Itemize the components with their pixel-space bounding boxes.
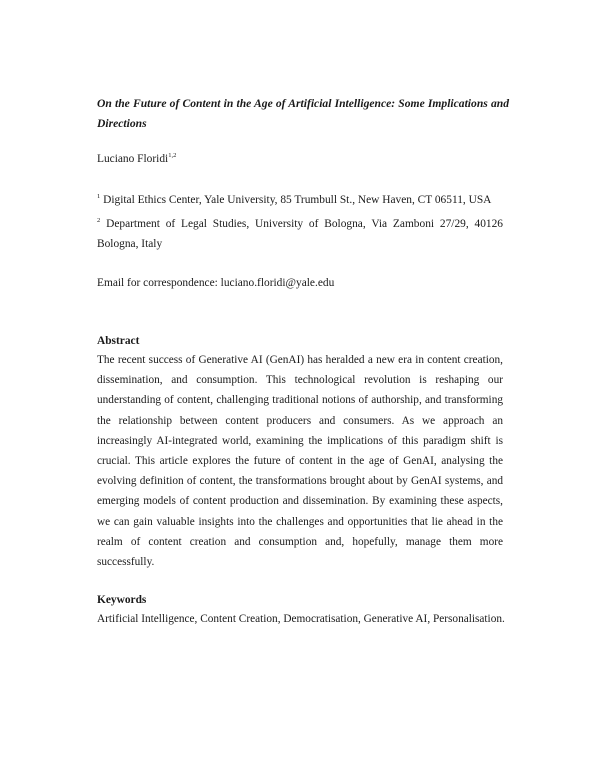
author-line bbox=[97, 151, 176, 167]
affiliation-2-text: Department of Legal Studies, University of Bologna, Via Zamboni 27/29, 40126 Bologna, Italy bbox=[97, 218, 503, 250]
author-name: Luciano Floridi bbox=[97, 153, 169, 165]
keywords-text: Artificial Intelligence, Content Creation, Democratisation, Generative AI, Personalisation. bbox=[97, 613, 505, 625]
affiliation-1-mark: 1 bbox=[97, 193, 101, 201]
correspondence-email: Email for correspondence: luciano.floridi@yale.edu bbox=[97, 277, 335, 289]
author-affiliation-marks: 1,2 bbox=[168, 152, 177, 160]
affiliation-1-text: Digital Ethics Center, Yale University, 85 Trumbull St., New Haven, CT 06511, USA bbox=[103, 194, 492, 206]
abstract-heading: Abstract bbox=[97, 335, 140, 347]
affiliation-2 bbox=[97, 214, 503, 254]
keywords-heading: Keywords bbox=[97, 594, 147, 606]
paper-title: On the Future of Content in the Age of Artificial Intelligence: Some Implications and Directions bbox=[97, 97, 509, 130]
affiliation-2-mark: 2 bbox=[97, 217, 101, 225]
affiliation-1 bbox=[97, 192, 491, 208]
abstract-text: The recent success of Generative AI (GenAI) has heralded a new era in content creation, dissemination, and consumption. This technological revolution is reshaping our understanding of content, challenging traditional notions of authorship, and transforming the relationship between content producers and consumers. As we approach an increasingly AI-integrated world, examining the implications of this paradigm shift is crucial. This article explores the future of content in the age of GenAI, analysing the evolving definition of content, the transformations brought about by GenAI systems, and emerging models of content production and dissemination. By examining these aspects, we can gain valuable insights into the challenges and opportunities that lie ahead in the realm of content creation and consumption and, hopefully, manage them more successfully. bbox=[97, 354, 503, 569]
